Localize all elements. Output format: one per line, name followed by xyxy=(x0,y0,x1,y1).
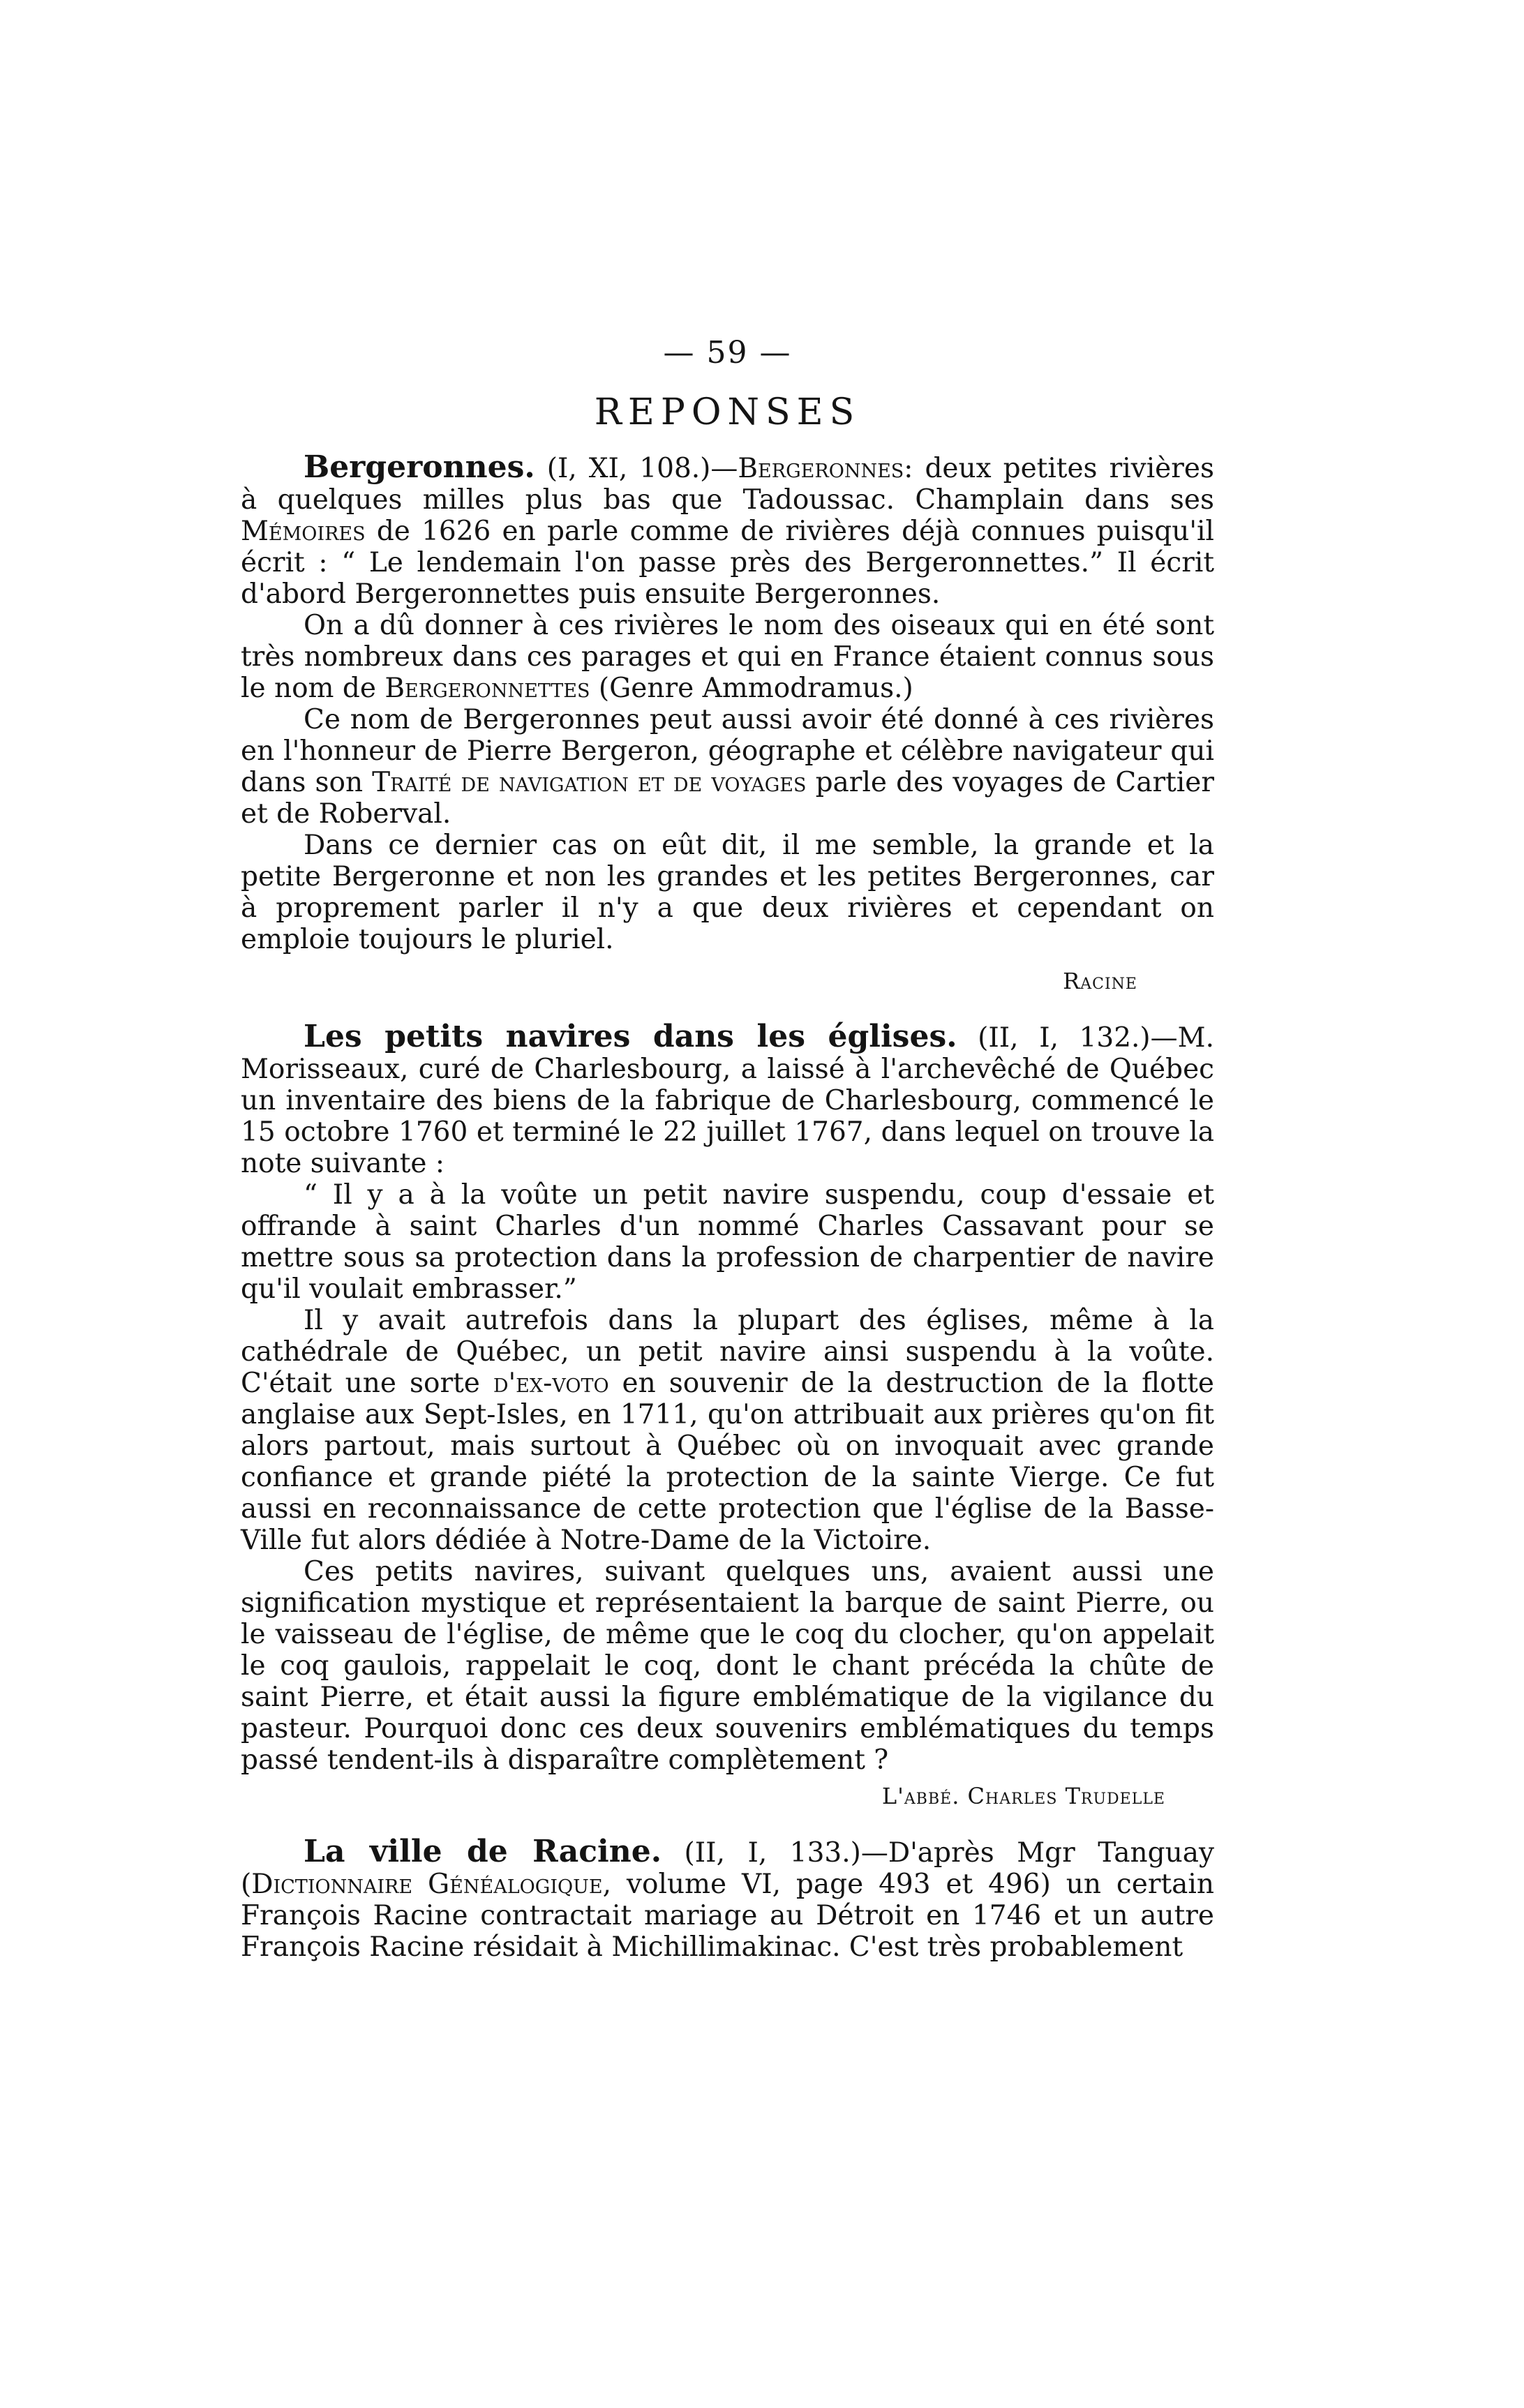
small-caps-text: Mémoires xyxy=(241,516,366,547)
paragraph-text: : deux petites rivières à quelques milles plus bas que Tadoussac. Champlain dans ses xyxy=(241,453,1215,516)
entry-petits-navires xyxy=(241,1021,1214,1809)
paragraph-text: en souvenir de la destruction de la flotte anglaise aux Sept-Isles, en 1711, qu'on attribuait aux prières qu'on fit alors partout, mais surtout à Québec où on invoquait avec grande confiance et grande piété la protection de la sainte Vierge. Ce fut aussi en reconnaissance de cette protection que l'église de la Basse-Ville fut alors dédiée à Notre-Dame de la Victoire. xyxy=(241,1368,1214,1556)
entry-heading: Les petits navires dans les églises. xyxy=(304,1019,957,1054)
paragraph-text: —M. Morisseaux, curé de Charlesbourg, a laissé à l'archevêché de Québec un inventaire des biens de la fabrique de Charlesbourg, commencé le 15 octobre 1760 et terminé le 22 juillet 1767, dans lequel on trouve la note suivante : xyxy=(241,1022,1214,1179)
paragraph xyxy=(241,451,1214,610)
paragraph-text: Il y avait autrefois dans la plupart des églises, même à la cathédrale de Québec, un petit navire ainsi suspendu à la voûte. C'était une sorte xyxy=(241,1305,1214,1399)
paragraph xyxy=(241,1179,1214,1305)
page-body xyxy=(241,335,1214,1963)
paragraph-text: Ce nom de Bergeronnes peut aussi avoir été donné à ces rivières en l'honneur de Pierre Bergeron, géographe et célèbre navigateur qui dans son xyxy=(241,704,1214,798)
small-caps-text: Bergeronnettes xyxy=(384,673,590,704)
reference: (I, XI, 108.)— xyxy=(546,453,738,484)
paragraph-text: —D'après Mgr Tanguay ( xyxy=(241,1837,1214,1900)
small-caps-text: d'ex-voto xyxy=(493,1368,609,1399)
small-caps-text: Traité de navigation et de voyages xyxy=(372,767,807,798)
page-number: — 59 — xyxy=(663,335,792,371)
small-caps-text: Dictionnaire Généalogique xyxy=(251,1869,603,1900)
paragraph xyxy=(241,1021,1214,1179)
entry-heading: La ville de Racine. xyxy=(304,1834,662,1869)
entry-bergeronnes xyxy=(241,451,1214,994)
reference: (II, I, 133.) xyxy=(684,1837,861,1869)
paragraph xyxy=(241,1305,1214,1556)
paragraph xyxy=(241,1556,1214,1776)
signature: L'abbé. Charles Trudelle xyxy=(881,1783,1165,1809)
paragraph-text: parle des voyages de Cartier et de Roberval. xyxy=(241,767,1214,830)
paragraph-text: Ces petits navires, suivant quelques uns, avaient aussi une signification mystique et représentaient la barque de saint Pierre, ou le vaisseau de l'église, de même que le coq du clocher, qu'on appelait le coq gaulois, rappelait le coq, dont le chant précéda la chûte de saint Pierre, et était aussi la figure emblématique de la vigilance du pasteur. Pourquoi donc ces deux souvenirs emblématiques du temps passé tendent-ils à disparaître complètement ? xyxy=(241,1556,1214,1776)
paragraph xyxy=(241,610,1214,704)
reference: (II, I, 132.) xyxy=(978,1022,1151,1054)
paragraph xyxy=(241,1836,1214,1963)
paragraph-text: (Genre Ammodramus.) xyxy=(590,673,913,704)
small-caps-text: Bergeronnes xyxy=(738,453,904,484)
entry-ville-de-racine xyxy=(241,1836,1214,1963)
paragraph-text: On a dû donner à ces rivières le nom des oiseaux qui en été sont très nombreux dans ces parages et qui en France étaient connus sous le nom de xyxy=(241,610,1214,704)
section-title: REPONSES xyxy=(594,391,861,433)
paragraph xyxy=(241,830,1214,955)
paragraph-text: , volume VI, page 493 et 496) un certain François Racine contractait mariage au Détroit en 1746 et un autre François Racine résidait à Michillimakinac. C'est très probablement xyxy=(241,1869,1214,1963)
paragraph-text: de 1626 en parle comme de rivières déjà connues puisqu'il écrit : “ Le lendemain l'on passe près des Bergeronnettes.” Il écrit d'abord Bergeronnettes puis ensuite Bergeronnes. xyxy=(241,516,1214,610)
paragraph xyxy=(241,704,1214,830)
signature: Racine xyxy=(1063,968,1137,994)
entry-heading: Bergeronnes. xyxy=(304,449,535,485)
paragraph-text: “ Il y a à la voûte un petit navire suspendu, coup d'essaie et offrande à saint Charles d'un nommé Charles Cassavant pour se mettre sous sa protection dans la profession de charpentier de navire qu'il voulait embrasser.” xyxy=(241,1179,1214,1305)
paragraph-text: Dans ce dernier cas on eût dit, il me semble, la grande et la petite Bergeronne et non les grandes et les petites Bergeronnes, car à proprement parler il n'y a que deux rivières et cependant on emploie toujours le pluriel. xyxy=(241,830,1214,955)
